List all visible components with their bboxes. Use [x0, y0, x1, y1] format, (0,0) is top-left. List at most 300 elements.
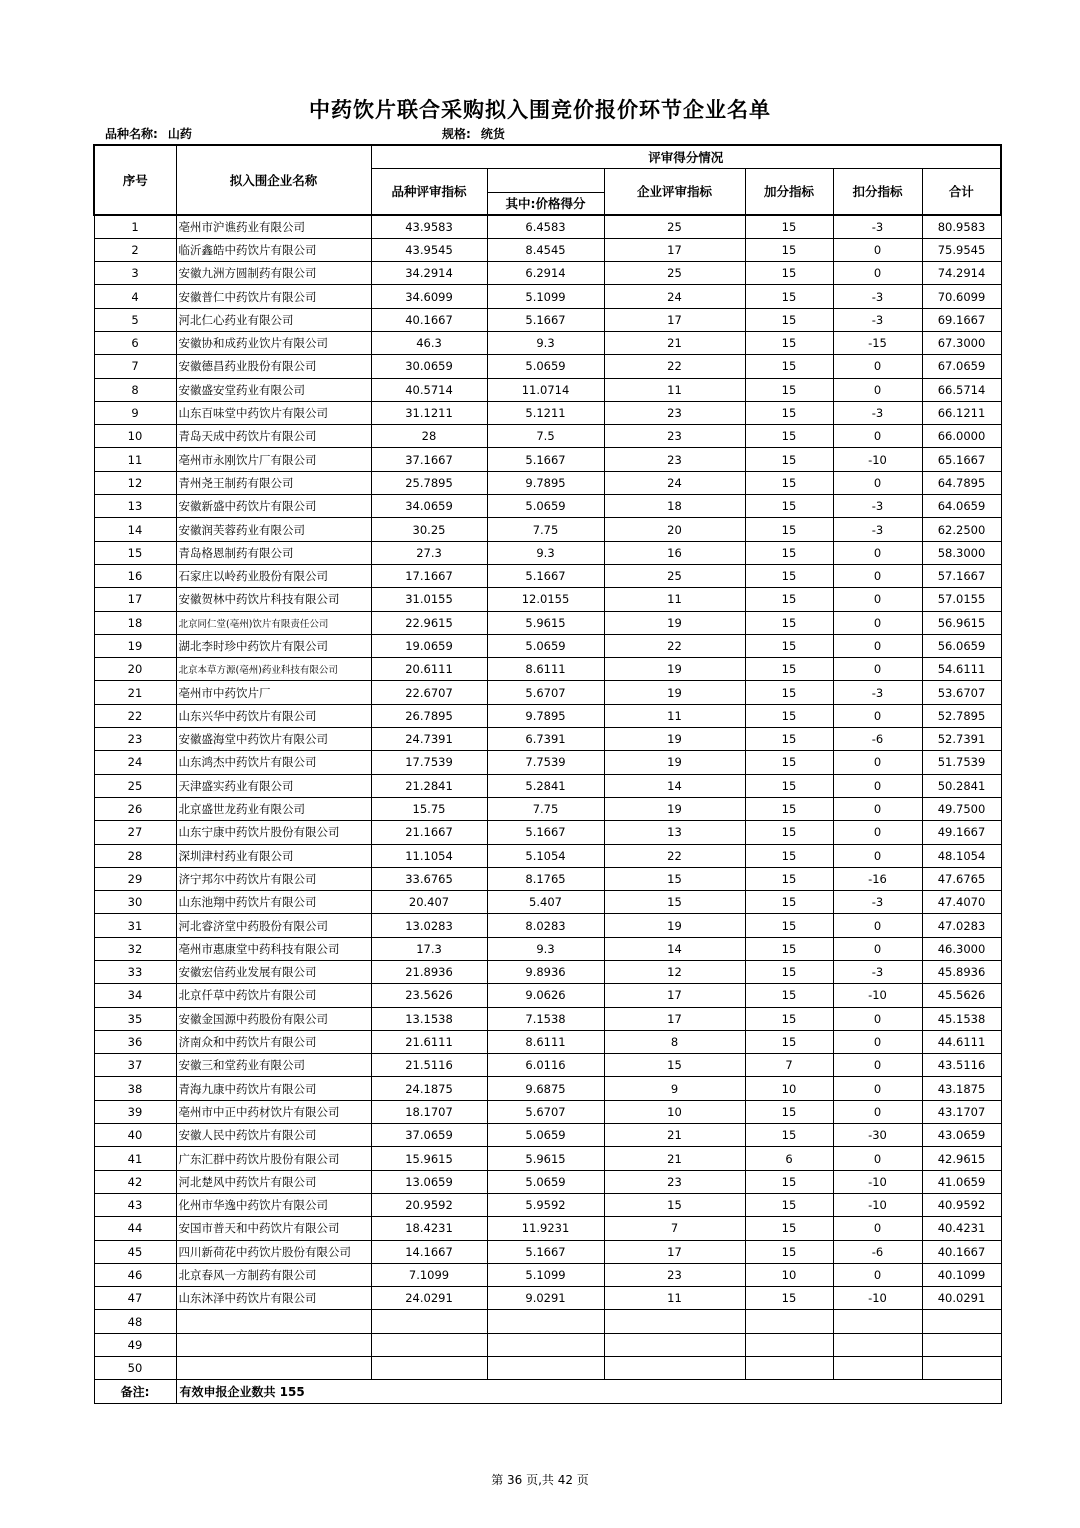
note-row [94, 1380, 1001, 1403]
table-row [94, 331, 1001, 354]
table-row [94, 681, 1001, 704]
cell-no: 40 [94, 1124, 176, 1147]
cell-company-name: 亳州市永刚饮片厂有限公司 [176, 448, 371, 471]
cell-company-name: 安国市普天和中药饮片有限公司 [176, 1217, 371, 1240]
cell-total: 43.1875 [922, 1077, 1001, 1100]
table-row [94, 308, 1001, 331]
cell-company-name: 安徽新盛中药饮片有限公司 [176, 495, 371, 518]
cell-price-score: 6.2914 [487, 262, 604, 285]
cell-variety-score: 15.75 [371, 797, 487, 820]
cell-deduction: 0 [833, 1077, 922, 1100]
table-row [94, 425, 1001, 448]
cell-enterprise-score [604, 1310, 745, 1333]
table-row [94, 1357, 1001, 1380]
cell-variety-score: 31.0155 [371, 588, 487, 611]
cell-no: 31 [94, 914, 176, 937]
cell-company-name [176, 1333, 371, 1356]
cell-total: 43.1707 [922, 1100, 1001, 1123]
cell-no: 15 [94, 541, 176, 564]
table-row [94, 215, 1001, 238]
cell-bonus: 15 [745, 891, 833, 914]
cell-total [922, 1333, 1001, 1356]
cell-deduction: 0 [833, 1100, 922, 1123]
cell-company-name: 北京仟草中药饮片有限公司 [176, 984, 371, 1007]
cell-price-score: 5.1667 [487, 821, 604, 844]
cell-total: 47.0283 [922, 914, 1001, 937]
cell-price-score: 11.9231 [487, 1217, 604, 1240]
cell-total: 56.0659 [922, 634, 1001, 657]
table-row [94, 238, 1001, 261]
cell-enterprise-score: 11 [604, 1287, 745, 1310]
cell-deduction: 0 [833, 1030, 922, 1053]
cell-total: 40.9592 [922, 1193, 1001, 1216]
cell-no: 9 [94, 401, 176, 424]
table-row [94, 1124, 1001, 1147]
cell-price-score: 5.9615 [487, 1147, 604, 1170]
cell-price-score: 7.1538 [487, 1007, 604, 1030]
cell-no: 30 [94, 891, 176, 914]
table-row [94, 1007, 1001, 1030]
cell-company-name: 安徽盛海堂中药饮片有限公司 [176, 728, 371, 751]
cell-variety-score: 13.0659 [371, 1170, 487, 1193]
cell-total: 67.3000 [922, 331, 1001, 354]
cell-company-name: 安徽协和成药业饮片有限公司 [176, 331, 371, 354]
cell-bonus: 6 [745, 1147, 833, 1170]
cell-no: 16 [94, 564, 176, 587]
cell-deduction: 0 [833, 378, 922, 401]
cell-price-score: 11.0714 [487, 378, 604, 401]
table-row [94, 891, 1001, 914]
cell-price-score: 5.0659 [487, 1124, 604, 1147]
cell-bonus [745, 1310, 833, 1333]
cell-bonus: 15 [745, 681, 833, 704]
cell-no: 8 [94, 378, 176, 401]
cell-price-score: 5.0659 [487, 1170, 604, 1193]
cell-no: 44 [94, 1217, 176, 1240]
cell-enterprise-score: 11 [604, 704, 745, 727]
cell-bonus: 15 [745, 634, 833, 657]
cell-deduction: 0 [833, 425, 922, 448]
cell-company-name [176, 1310, 371, 1333]
cell-company-name: 深圳津村药业有限公司 [176, 844, 371, 867]
cell-deduction: 0 [833, 704, 922, 727]
cell-total: 54.6111 [922, 658, 1001, 681]
cell-no: 25 [94, 774, 176, 797]
cell-bonus: 15 [745, 844, 833, 867]
cell-bonus: 7 [745, 1054, 833, 1077]
cell-total: 53.6707 [922, 681, 1001, 704]
cell-variety-score: 18.4231 [371, 1217, 487, 1240]
cell-variety-score: 20.6111 [371, 658, 487, 681]
cell-bonus: 15 [745, 611, 833, 634]
cell-company-name: 河北仁心药业有限公司 [176, 308, 371, 331]
cell-total: 40.0291 [922, 1287, 1001, 1310]
cell-price-score: 9.6875 [487, 1077, 604, 1100]
company-score-table [93, 144, 1002, 1404]
cell-company-name: 青海九康中药饮片有限公司 [176, 1077, 371, 1100]
cell-bonus: 15 [745, 285, 833, 308]
table-row [94, 401, 1001, 424]
cell-total: 80.9583 [922, 215, 1001, 238]
cell-price-score: 5.6707 [487, 681, 604, 704]
table-row [94, 1240, 1001, 1263]
cell-deduction: -3 [833, 681, 922, 704]
cell-no: 35 [94, 1007, 176, 1030]
cell-company-name: 广东汇群中药饮片股份有限公司 [176, 1147, 371, 1170]
cell-bonus: 15 [745, 1217, 833, 1240]
cell-enterprise-score: 15 [604, 1054, 745, 1077]
cell-price-score: 9.7895 [487, 704, 604, 727]
cell-bonus: 15 [745, 1100, 833, 1123]
cell-enterprise-score: 17 [604, 1007, 745, 1030]
cell-enterprise-score: 15 [604, 1193, 745, 1216]
cell-bonus: 10 [745, 1077, 833, 1100]
table-row [94, 1310, 1001, 1333]
cell-deduction: 0 [833, 1007, 922, 1030]
cell-enterprise-score: 23 [604, 401, 745, 424]
cell-bonus: 15 [745, 215, 833, 238]
cell-price-score: 7.5 [487, 425, 604, 448]
cell-total: 75.9545 [922, 238, 1001, 261]
cell-total: 49.7500 [922, 797, 1001, 820]
cell-total: 58.3000 [922, 541, 1001, 564]
cell-variety-score: 18.1707 [371, 1100, 487, 1123]
cell-deduction: -3 [833, 961, 922, 984]
cell-deduction: -10 [833, 1193, 922, 1216]
cell-company-name: 湖北李时珍中药饮片有限公司 [176, 634, 371, 657]
cell-company-name: 山东兴华中药饮片有限公司 [176, 704, 371, 727]
cell-bonus: 15 [745, 471, 833, 494]
cell-variety-score: 20.9592 [371, 1193, 487, 1216]
cell-enterprise-score: 19 [604, 728, 745, 751]
cell-bonus: 15 [745, 1007, 833, 1030]
cell-price-score: 9.0291 [487, 1287, 604, 1310]
cell-deduction: 0 [833, 937, 922, 960]
cell-deduction: 0 [833, 844, 922, 867]
cell-enterprise-score: 24 [604, 471, 745, 494]
header-company: 拟入围企业名称 [176, 145, 371, 215]
table-row [94, 658, 1001, 681]
cell-no: 47 [94, 1287, 176, 1310]
cell-no: 13 [94, 495, 176, 518]
cell-total: 65.1667 [922, 448, 1001, 471]
table-row [94, 448, 1001, 471]
cell-total: 41.0659 [922, 1170, 1001, 1193]
spec-label: 规格: [442, 127, 471, 141]
cell-deduction: 0 [833, 564, 922, 587]
cell-deduction: 0 [833, 1263, 922, 1286]
cell-no: 38 [94, 1077, 176, 1100]
cell-variety-score: 40.1667 [371, 308, 487, 331]
header-spacer [487, 168, 604, 192]
cell-price-score: 8.6111 [487, 1030, 604, 1053]
table-row [94, 774, 1001, 797]
cell-no: 43 [94, 1193, 176, 1216]
cell-company-name: 山东百味堂中药饮片有限公司 [176, 401, 371, 424]
cell-price-score: 6.7391 [487, 728, 604, 751]
cell-no: 10 [94, 425, 176, 448]
cell-company-name: 安徽三和堂药业有限公司 [176, 1054, 371, 1077]
cell-bonus: 15 [745, 1287, 833, 1310]
cell-total: 52.7895 [922, 704, 1001, 727]
cell-company-name: 青岛天成中药饮片有限公司 [176, 425, 371, 448]
cell-total: 48.1054 [922, 844, 1001, 867]
header-bonus: 加分指标 [745, 168, 833, 215]
cell-total: 40.1099 [922, 1263, 1001, 1286]
cell-no: 19 [94, 634, 176, 657]
cell-no: 36 [94, 1030, 176, 1053]
cell-total: 74.2914 [922, 262, 1001, 285]
cell-variety-score: 21.5116 [371, 1054, 487, 1077]
cell-price-score [487, 1310, 604, 1333]
cell-total: 64.0659 [922, 495, 1001, 518]
cell-no: 42 [94, 1170, 176, 1193]
cell-price-score: 8.4545 [487, 238, 604, 261]
cell-enterprise-score: 18 [604, 495, 745, 518]
cell-price-score: 7.75 [487, 797, 604, 820]
cell-variety-score: 17.1667 [371, 564, 487, 587]
table-row [94, 378, 1001, 401]
cell-bonus: 15 [745, 774, 833, 797]
cell-variety-score: 20.407 [371, 891, 487, 914]
cell-bonus: 15 [745, 1240, 833, 1263]
cell-company-name: 济宁邦尔中药饮片有限公司 [176, 867, 371, 890]
cell-company-name: 济南众和中药饮片有限公司 [176, 1030, 371, 1053]
cell-bonus: 15 [745, 867, 833, 890]
cell-total: 45.5626 [922, 984, 1001, 1007]
cell-total: 57.1667 [922, 564, 1001, 587]
table-body [94, 215, 1001, 1403]
cell-bonus: 15 [745, 425, 833, 448]
cell-total: 62.2500 [922, 518, 1001, 541]
cell-total: 69.1667 [922, 308, 1001, 331]
cell-price-score: 5.0659 [487, 495, 604, 518]
cell-enterprise-score: 21 [604, 1147, 745, 1170]
cell-variety-score: 21.1667 [371, 821, 487, 844]
cell-variety-score: 27.3 [371, 541, 487, 564]
cell-company-name: 安徽德昌药业股份有限公司 [176, 355, 371, 378]
cell-variety-score: 17.3 [371, 937, 487, 960]
cell-price-score: 5.0659 [487, 634, 604, 657]
cell-no: 28 [94, 844, 176, 867]
page-footer: 第 36 页,共 42 页 [491, 1473, 589, 1487]
cell-bonus [745, 1333, 833, 1356]
cell-variety-score: 19.0659 [371, 634, 487, 657]
cell-company-name: 安徽贺林中药饮片科技有限公司 [176, 588, 371, 611]
cell-enterprise-score: 24 [604, 285, 745, 308]
cell-variety-score [371, 1357, 487, 1380]
cell-no: 27 [94, 821, 176, 844]
cell-variety-score: 17.7539 [371, 751, 487, 774]
cell-company-name: 亳州市惠康堂中药科技有限公司 [176, 937, 371, 960]
cell-price-score: 9.8936 [487, 961, 604, 984]
cell-no: 24 [94, 751, 176, 774]
cell-no: 17 [94, 588, 176, 611]
cell-variety-score: 24.1875 [371, 1077, 487, 1100]
header-variety-score: 品种评审指标 [371, 168, 487, 215]
table-row [94, 355, 1001, 378]
cell-bonus: 15 [745, 728, 833, 751]
header-no: 序号 [94, 145, 176, 215]
cell-total: 47.6765 [922, 867, 1001, 890]
cell-total: 66.1211 [922, 401, 1001, 424]
table-row [94, 634, 1001, 657]
table-row [94, 1287, 1001, 1310]
cell-variety-score: 13.0283 [371, 914, 487, 937]
cell-no: 41 [94, 1147, 176, 1170]
cell-enterprise-score: 8 [604, 1030, 745, 1053]
cell-variety-score: 28 [371, 425, 487, 448]
table-row [94, 751, 1001, 774]
variety-value: 山药 [167, 127, 192, 141]
cell-company-name: 亳州市中药饮片厂 [176, 681, 371, 704]
cell-variety-score: 22.9615 [371, 611, 487, 634]
cell-bonus: 15 [745, 704, 833, 727]
cell-company-name [176, 1357, 371, 1380]
cell-company-name: 化州市华逸中药饮片有限公司 [176, 1193, 371, 1216]
cell-company-name: 北京春风一方制药有限公司 [176, 1263, 371, 1286]
table-row [94, 495, 1001, 518]
cell-variety-score: 43.9583 [371, 215, 487, 238]
cell-bonus: 15 [745, 564, 833, 587]
cell-deduction: 0 [833, 611, 922, 634]
cell-no: 14 [94, 518, 176, 541]
cell-company-name: 安徽金国源中药股份有限公司 [176, 1007, 371, 1030]
cell-price-score: 5.1667 [487, 564, 604, 587]
cell-deduction: -6 [833, 728, 922, 751]
cell-variety-score: 46.3 [371, 331, 487, 354]
cell-deduction: 0 [833, 634, 922, 657]
cell-total: 57.0155 [922, 588, 1001, 611]
cell-total: 66.5714 [922, 378, 1001, 401]
cell-price-score: 5.1099 [487, 285, 604, 308]
cell-company-name: 石家庄以岭药业股份有限公司 [176, 564, 371, 587]
cell-variety-score: 26.7895 [371, 704, 487, 727]
cell-no: 3 [94, 262, 176, 285]
table-row [94, 1030, 1001, 1053]
cell-no: 6 [94, 331, 176, 354]
cell-price-score: 5.2841 [487, 774, 604, 797]
cell-variety-score: 40.5714 [371, 378, 487, 401]
cell-deduction: -3 [833, 308, 922, 331]
table-row [94, 728, 1001, 751]
cell-variety-score: 21.2841 [371, 774, 487, 797]
cell-variety-score: 11.1054 [371, 844, 487, 867]
cell-variety-score: 31.1211 [371, 401, 487, 424]
cell-enterprise-score: 19 [604, 658, 745, 681]
cell-price-score: 12.0155 [487, 588, 604, 611]
cell-variety-score: 24.0291 [371, 1287, 487, 1310]
cell-bonus: 15 [745, 658, 833, 681]
cell-no: 29 [94, 867, 176, 890]
table-row [94, 1217, 1001, 1240]
cell-no: 50 [94, 1357, 176, 1380]
cell-deduction: -3 [833, 215, 922, 238]
header-enterprise-score: 企业评审指标 [604, 168, 745, 215]
cell-enterprise-score: 23 [604, 425, 745, 448]
cell-no: 7 [94, 355, 176, 378]
cell-no: 39 [94, 1100, 176, 1123]
cell-no: 11 [94, 448, 176, 471]
table-row [94, 821, 1001, 844]
cell-deduction: 0 [833, 541, 922, 564]
header-deduction: 扣分指标 [833, 168, 922, 215]
cell-variety-score: 37.1667 [371, 448, 487, 471]
cell-company-name: 安徽盛安堂药业有限公司 [176, 378, 371, 401]
cell-deduction: 0 [833, 1147, 922, 1170]
cell-company-name: 河北楚风中药饮片有限公司 [176, 1170, 371, 1193]
cell-price-score: 5.407 [487, 891, 604, 914]
cell-enterprise-score: 25 [604, 564, 745, 587]
cell-deduction: 0 [833, 1217, 922, 1240]
cell-enterprise-score: 17 [604, 238, 745, 261]
cell-total: 45.1538 [922, 1007, 1001, 1030]
cell-no: 4 [94, 285, 176, 308]
cell-price-score: 5.0659 [487, 355, 604, 378]
cell-enterprise-score: 20 [604, 518, 745, 541]
cell-deduction: -3 [833, 518, 922, 541]
cell-no: 34 [94, 984, 176, 1007]
cell-price-score: 5.9592 [487, 1193, 604, 1216]
cell-no: 49 [94, 1333, 176, 1356]
cell-variety-score: 15.9615 [371, 1147, 487, 1170]
cell-deduction: -16 [833, 867, 922, 890]
cell-company-name: 安徽润芙蓉药业有限公司 [176, 518, 371, 541]
page-title: 中药饮片联合采购拟入围竞价报价环节企业名单 [309, 97, 771, 122]
table-row [94, 471, 1001, 494]
cell-bonus: 15 [745, 401, 833, 424]
cell-price-score: 5.1667 [487, 448, 604, 471]
cell-enterprise-score: 23 [604, 1170, 745, 1193]
cell-company-name: 亳州市沪谯药业有限公司 [176, 215, 371, 238]
cell-price-score: 6.4583 [487, 215, 604, 238]
cell-total: 40.1667 [922, 1240, 1001, 1263]
cell-bonus: 15 [745, 797, 833, 820]
spec-meta [442, 125, 505, 142]
cell-deduction: 0 [833, 821, 922, 844]
table-row [94, 937, 1001, 960]
cell-variety-score: 30.0659 [371, 355, 487, 378]
table-row [94, 588, 1001, 611]
cell-enterprise-score: 19 [604, 914, 745, 937]
cell-total [922, 1357, 1001, 1380]
cell-no: 2 [94, 238, 176, 261]
cell-bonus: 15 [745, 355, 833, 378]
cell-variety-score [371, 1333, 487, 1356]
cell-bonus: 15 [745, 961, 833, 984]
cell-total: 43.5116 [922, 1054, 1001, 1077]
cell-bonus: 15 [745, 518, 833, 541]
table-row [94, 262, 1001, 285]
cell-variety-score [371, 1310, 487, 1333]
cell-company-name: 山东鸿杰中药饮片有限公司 [176, 751, 371, 774]
cell-price-score: 5.6707 [487, 1100, 604, 1123]
cell-deduction: 0 [833, 914, 922, 937]
cell-enterprise-score [604, 1333, 745, 1356]
cell-deduction: 0 [833, 797, 922, 820]
cell-no: 32 [94, 937, 176, 960]
cell-enterprise-score: 17 [604, 308, 745, 331]
table-row [94, 1170, 1001, 1193]
table-row [94, 1333, 1001, 1356]
cell-total: 64.7895 [922, 471, 1001, 494]
cell-variety-score: 34.0659 [371, 495, 487, 518]
cell-price-score: 9.3 [487, 331, 604, 354]
cell-enterprise-score: 22 [604, 634, 745, 657]
table-row [94, 564, 1001, 587]
cell-no: 46 [94, 1263, 176, 1286]
cell-enterprise-score: 25 [604, 215, 745, 238]
